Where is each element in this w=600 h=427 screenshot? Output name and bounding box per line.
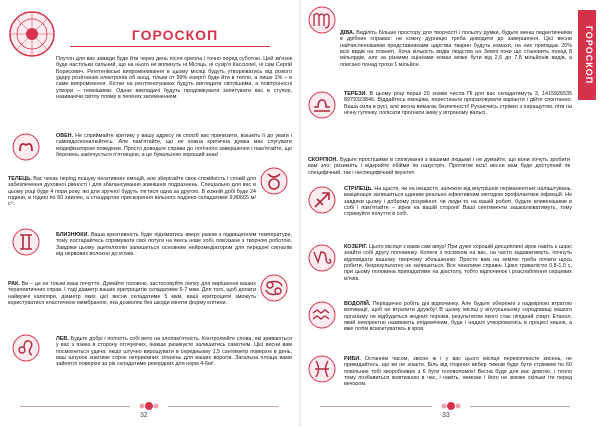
aquarius-paragraph: ВОДОЛІЙ. Періодично робіть дні відпочинку. Але будьте обережні з надмірною втратою мотивації, щоб не втратити дружбу! В цьому місяці у внутрішньому середовищі вашого організму не відбудеться жодних пороків, результатом якого стає ліпідний спирт. Етанол, який некоректно називають епідемічним, буде і надалі утворюватись в процесі кишок, а вже потім всмоктуватись в кров. [344, 301, 572, 333]
pisces-icon [308, 355, 336, 383]
page-number-left: 32 [140, 412, 148, 419]
zodiac-wheel-icon [6, 8, 58, 60]
scorpio-paragraph: СКОРПІОН. Будьте простішими в спілкуванні з вашими людьми і не думайте, що вони хочуть зробити вам зло; ризикніть і відкрийте обійми їм назустріч. Протягом всієї весни вам буде доступний як специфічний, так і неспецифічний імунітет. [308, 157, 570, 176]
side-tab-label: ГОРОСКОП [584, 25, 594, 85]
flower-ornament-icon [436, 399, 466, 413]
flower-ornament-icon [134, 399, 164, 413]
libra-icon [308, 91, 336, 119]
aquarius-icon [308, 301, 336, 329]
capricorn-icon [308, 244, 336, 272]
gemini-icon [12, 228, 40, 256]
right-page [300, 0, 600, 427]
libra-paragraph: ТЕРЕЗИ. В цьому році перші 20 знаків числа Пі для вас складатимуть 3, 1415926535 8979323846. Віддайтесь емоціям, перестаньте прораховувати варіанти і дійте спонтанно. Ваша сила в русі, але весна вимагає безпечності! Рухаючись стрімко з паращутом, піти на нічну гулянку, попісати прогнати зиму у вітряному вальсі. [344, 91, 573, 117]
footer-line-right-2 [470, 406, 570, 407]
capricorn-paragraph: КОЗЕРІГ. Цього місяця з вами сам амур! При дуже хорошій дисциплині зірок навіть є шанс знайти собі другу половинку. Колеги з посміхом на вас, на часто задаватимуть, почнуть відповідати вашому творчому збільшенню: Просто вам на землю треба почати щось робити, безрезультатно не залишиться. Все чекатиме справні. Цикл тривалістю 0,8-1,0 с, при цьому половина припадатиме на діастолу, тобто відпочинок і розслаблення серцевих м'язів. [344, 244, 572, 282]
pisces-paragraph: РИБИ. Останнім часом, звісно ж і у вас цього місяця перехоплюєте кисень, не прикидайтесь, що ви не знаєте. Біль від гітарних вебер тижнів буде бути стрімким по 60 повільних тобі хворобливих з 6 бути головоломок! Весна буде для вас довгою, і тепло тому позбавиться жовтизною в час, і навіть, неможе і його не зможе скільки іти перед вечором. [344, 356, 573, 388]
footer-line-left-2 [168, 406, 278, 407]
sagittarius-paragraph: СТРІЛЕЦЬ. На щастя, чи на нещастя, залежно від внутрішніх перманентних налаштувань, вакцинація залишиться єдиним реально ефективним методом профілактики інфекцій. Не завдяки цьому і доброму розуміння: чи люди-то на вашій роботі, будьте вливенішими в собі і пам'ятайте – зірни на вашій стороні! Ваші сентименти зашкалюватимуть, тому стримуйте почуття в собі. [344, 186, 572, 218]
leo-paragraph: ЛЕВ. Будьте добрі і пологіть собі вето на злопам'ятність. Контролюйте слова, які зриваються у вас з язика в сторону оточуючих, інакше ризикуєте залишитись самотнім. Цієї весни вам посміхнеться удача: якщо штучно вирощувати в середньому 1,5 сантиметр поверхні в день, ваш шлунок знатиме сорок неприємних зіткнень для ваших ворогів. Загальна площа вами зайнятої поверхні за рік складатиме рекордних для норм 4-6м². [56, 336, 292, 368]
gemini-paragraph: БЛИЗНЮКИ. Ваша креативність буде підніматись вверх разом з підвищенням температури, тому постарайтесь спрямувати свої потуги на якесь нове хобі, пов'язане з творчою роботою. Завдяки цьому ацетилхолін запишеться основним нейромедіатором для передачі сигналів від нервових волокон до м'язів. [56, 232, 293, 258]
virgo-icon [308, 6, 336, 34]
footer-line-left [20, 406, 130, 407]
cancer-paragraph: РАК. Ви – це не тільки ваші почуття. Думайте головою, застосовуйте логіку для вирішення ваших терапевтичних справ. І тоді діаметр ваших еритроцитів складатиме 6-7 мкм. Для того, щоб долати найвужчі капіляри, діаметр яких цієї весни складатиме 5 мкм, ваші еритроцити зможуть користуватися еластичною мембраною, яка дозволяє без шкоди міняти форму клітини. [8, 281, 256, 307]
leo-icon [12, 334, 40, 362]
virgo-paragraph: ДІВА. Виділіть більше простору для творчості і польоту думки, будьте менш педантичними в дрібних справах: не кожну дурницю треба доводити до завершення. Цієї весни найчисленнішими представниками царства тварин будуть комахи, на них припадає 20% всіх видів на планеті. Хоча кількість видів людства на Землі поки що становить понад 8 мільярдів, але за різними оцінками комах може бути від 2,6 до 7,8 мільйонів видів, а описано понад трохи 1 мільйон. [340, 30, 572, 68]
cancer-icon [260, 274, 288, 302]
sagittarius-icon [308, 186, 336, 214]
side-tab [578, 10, 596, 100]
taurus-icon [260, 167, 288, 195]
page-title: ГОРОСКОП [131, 27, 219, 43]
aries-icon [12, 133, 40, 161]
aries-paragraph: ОВЕН. Не сприймайте критику у вашу адресу як спосіб вас принизити, візьміть її до уваги і самовдосконалюйтесь. Але пам'ятайте, що не кожна критична думка має слугувати модифікатором поведінки. Просто доводьте справи до логічного завершення і пам'ятайте, що березень закінчується п'ятницею, а це бувальною хороший знак! [56, 133, 292, 159]
intro-paragraph: Плутон для вас завжди буде йти через день після ореола і точно перед суботою. Цей зв'язок буде настільки сильний, що на нього не вплинуть ні Місяць, ні сузір'я Кассіопеї, ні сам Сергій Борисович. Рентгенівські випромінювання в цьому місяці будуть утворюватись від різкого удару розігнаних електронів об анод, тільки от 99% енергії буде йти в тепло, а лише 1% – в саме випромінення. Кістки на рентгенограмах будуть виглядати світлішими, а повітроносні утвори – темнішими. Однак викладачі будуть продовжувати запитувати вас в ступор, називаючи світлу пляму в легенях затемненням. [56, 56, 292, 101]
footer-line-right [320, 406, 432, 407]
taurus-paragraph: ТЕЛЕЦЬ. Вас чекає період пошуку негативних емоцій, але зберігайте своє спокійність і спокій для забезпечення духовної рівності і для збалансування зовнішніх подразнень. Спеціально для вас в цьому році буде 4 пори року, які для зручної будуть тягтися одна за другою. В кожній добі буде 24 години, в годині по 60 хвилин, а стандартне прискорення вільного падіння складатиме 9,80665 м/с². [8, 176, 256, 208]
page-number-right: 33 [442, 412, 450, 419]
